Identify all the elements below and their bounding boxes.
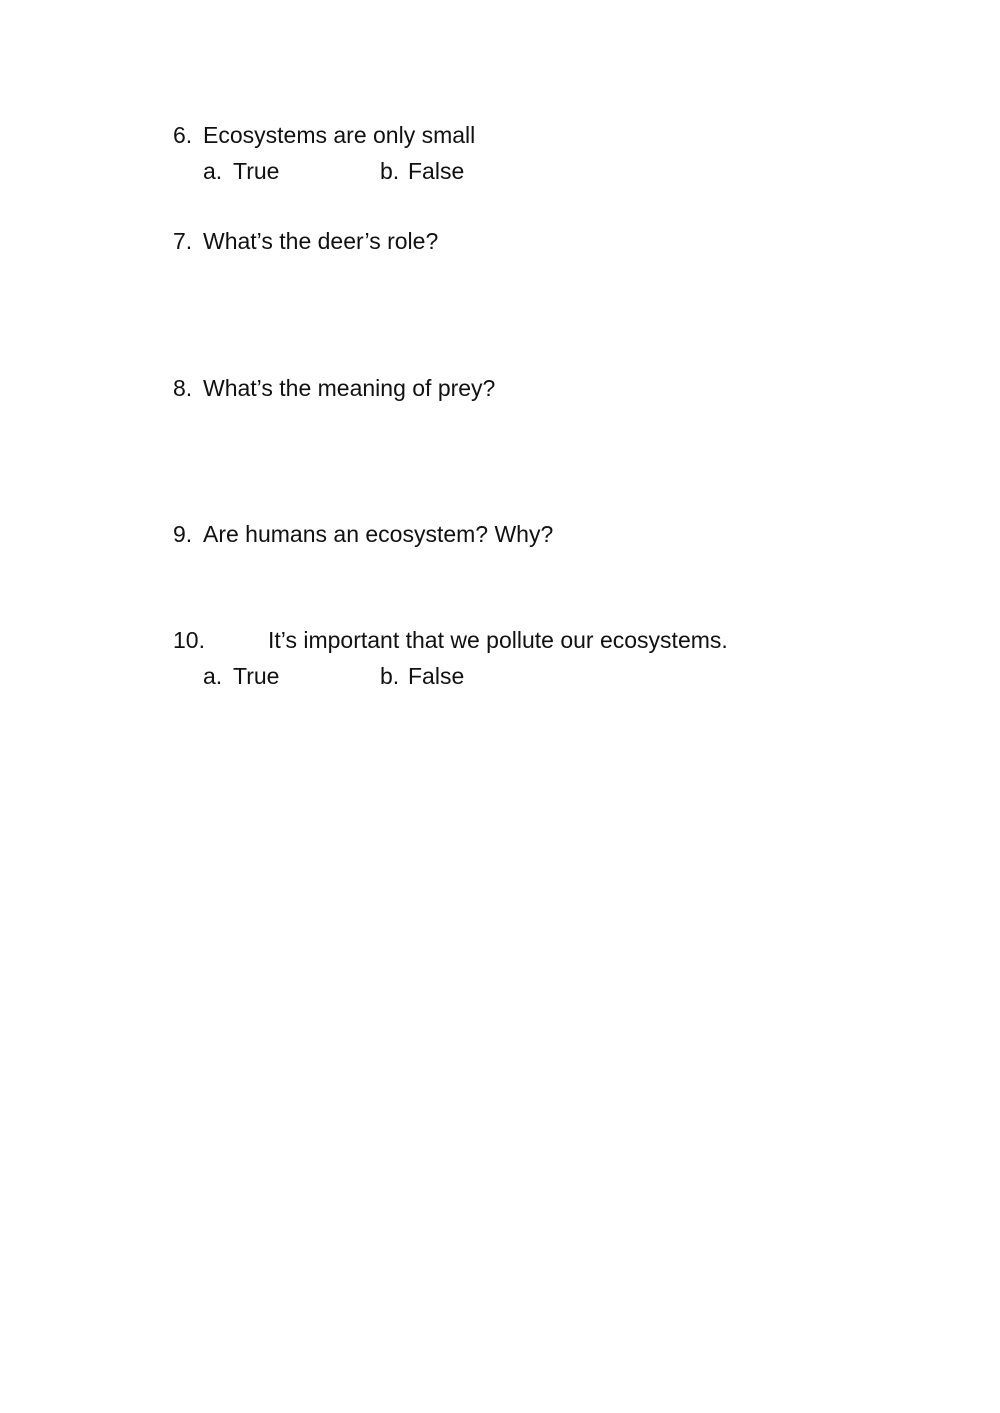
question-number: 6.	[173, 122, 193, 148]
question-text: Ecosystems are only small	[203, 122, 476, 148]
question-text: It’s important that we pollute our ecosystems.	[268, 627, 728, 653]
option-letter: b.	[380, 158, 400, 184]
option-true[interactable]: True	[233, 663, 280, 689]
option-true[interactable]: True	[233, 158, 280, 184]
option-letter: a.	[203, 663, 223, 689]
question-text: What’s the deer’s role?	[203, 228, 439, 254]
question-number: 10.	[173, 627, 205, 653]
question-number: 7.	[173, 228, 193, 254]
option-letter: b.	[380, 663, 400, 689]
option-letter: a.	[203, 158, 223, 184]
question-text: What’s the meaning of prey?	[203, 375, 496, 401]
option-false[interactable]: False	[408, 158, 465, 184]
question-number: 9.	[173, 521, 193, 547]
question-text: Are humans an ecosystem? Why?	[203, 521, 554, 547]
option-false[interactable]: False	[408, 663, 465, 689]
question-number: 8.	[173, 375, 193, 401]
